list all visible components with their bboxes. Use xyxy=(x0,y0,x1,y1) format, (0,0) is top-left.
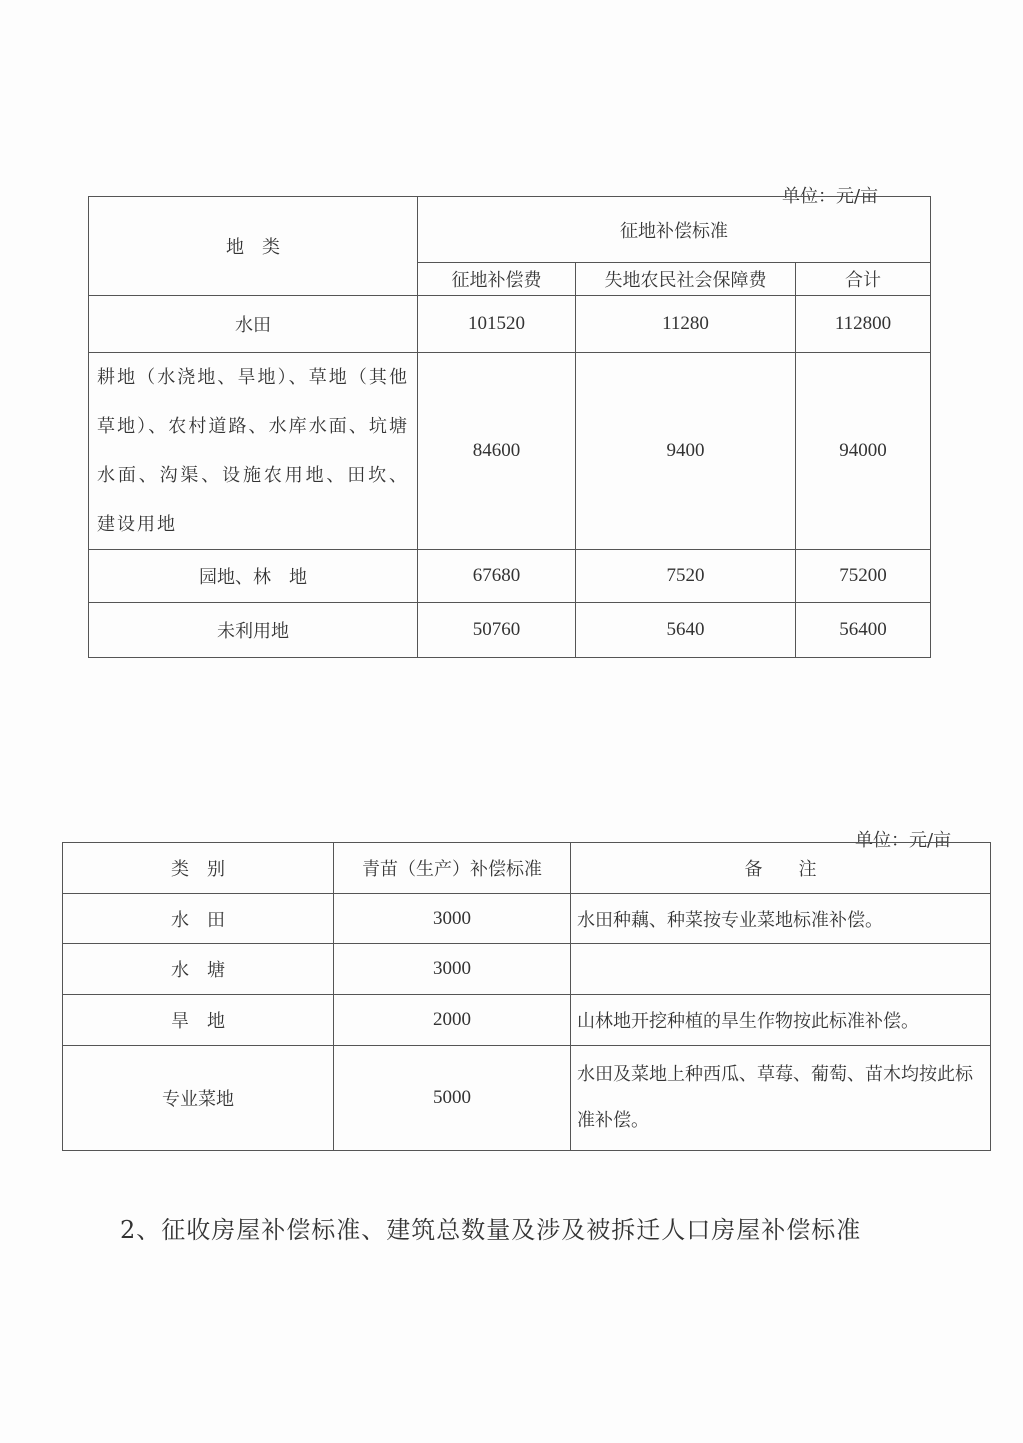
table2-unit-label: 单位：元/亩 xyxy=(855,830,952,851)
note-cell: 水田及菜地上种西瓜、草莓、葡萄、苗木均按此标准补偿。 xyxy=(571,1046,991,1151)
fee-cell: 67680 xyxy=(418,550,576,603)
security-cell: 11280 xyxy=(576,296,796,353)
table1-unit-label: 单位：元/亩 xyxy=(782,186,879,207)
category-cell: 旱 地 xyxy=(63,995,334,1046)
table-row xyxy=(63,894,991,944)
table-row xyxy=(63,995,991,1046)
security-cell: 5640 xyxy=(576,603,796,658)
header-fee: 征地补偿费 xyxy=(418,263,576,296)
header-compensation-group: 征地补偿标准 xyxy=(418,197,931,263)
table-row xyxy=(89,603,931,658)
land-type-cell: 未利用地 xyxy=(89,603,418,658)
note-cell xyxy=(571,944,991,995)
header-social-security: 失地农民社会保障费 xyxy=(576,263,796,296)
header-total: 合计 xyxy=(796,263,931,296)
crop-compensation-table xyxy=(62,842,991,1151)
header-land-type: 地 类 xyxy=(89,197,418,296)
table-row xyxy=(89,296,931,353)
security-cell: 7520 xyxy=(576,550,796,603)
land-type-cell: 水田 xyxy=(89,296,418,353)
category-cell: 专业菜地 xyxy=(63,1046,334,1151)
fee-cell: 101520 xyxy=(418,296,576,353)
header-category: 类 别 xyxy=(63,843,334,894)
table-row xyxy=(63,1046,991,1151)
land-type-cell: 园地、林 地 xyxy=(89,550,418,603)
header-standard: 青苗（生产）补偿标准 xyxy=(334,843,571,894)
note-cell: 水田种藕、种菜按专业菜地标准补偿。 xyxy=(571,894,991,944)
table-row xyxy=(89,353,931,550)
total-cell: 56400 xyxy=(796,603,931,658)
category-cell: 水 田 xyxy=(63,894,334,944)
note-cell: 山林地开挖种植的旱生作物按此标准补偿。 xyxy=(571,995,991,1046)
table-row xyxy=(89,550,931,603)
standard-cell: 3000 xyxy=(334,944,571,995)
standard-cell: 2000 xyxy=(334,995,571,1046)
total-cell: 112800 xyxy=(796,296,931,353)
land-compensation-table xyxy=(88,196,931,658)
security-cell: 9400 xyxy=(576,353,796,550)
fee-cell: 50760 xyxy=(418,603,576,658)
standard-cell: 5000 xyxy=(334,1046,571,1151)
table-row xyxy=(63,944,991,995)
section-heading: 2、征收房屋补偿标准、建筑总数量及涉及被拆迁人口房屋补偿标准 xyxy=(120,1216,862,1244)
land-type-cell: 耕地（水浇地、旱地）、草地（其他草地）、农村道路、水库水面、坑塘水面、沟渠、设施农用地、田坎、建设用地 xyxy=(89,353,418,550)
category-cell: 水 塘 xyxy=(63,944,334,995)
total-cell: 94000 xyxy=(796,353,931,550)
header-note: 备 注 xyxy=(571,843,991,894)
fee-cell: 84600 xyxy=(418,353,576,550)
total-cell: 75200 xyxy=(796,550,931,603)
standard-cell: 3000 xyxy=(334,894,571,944)
